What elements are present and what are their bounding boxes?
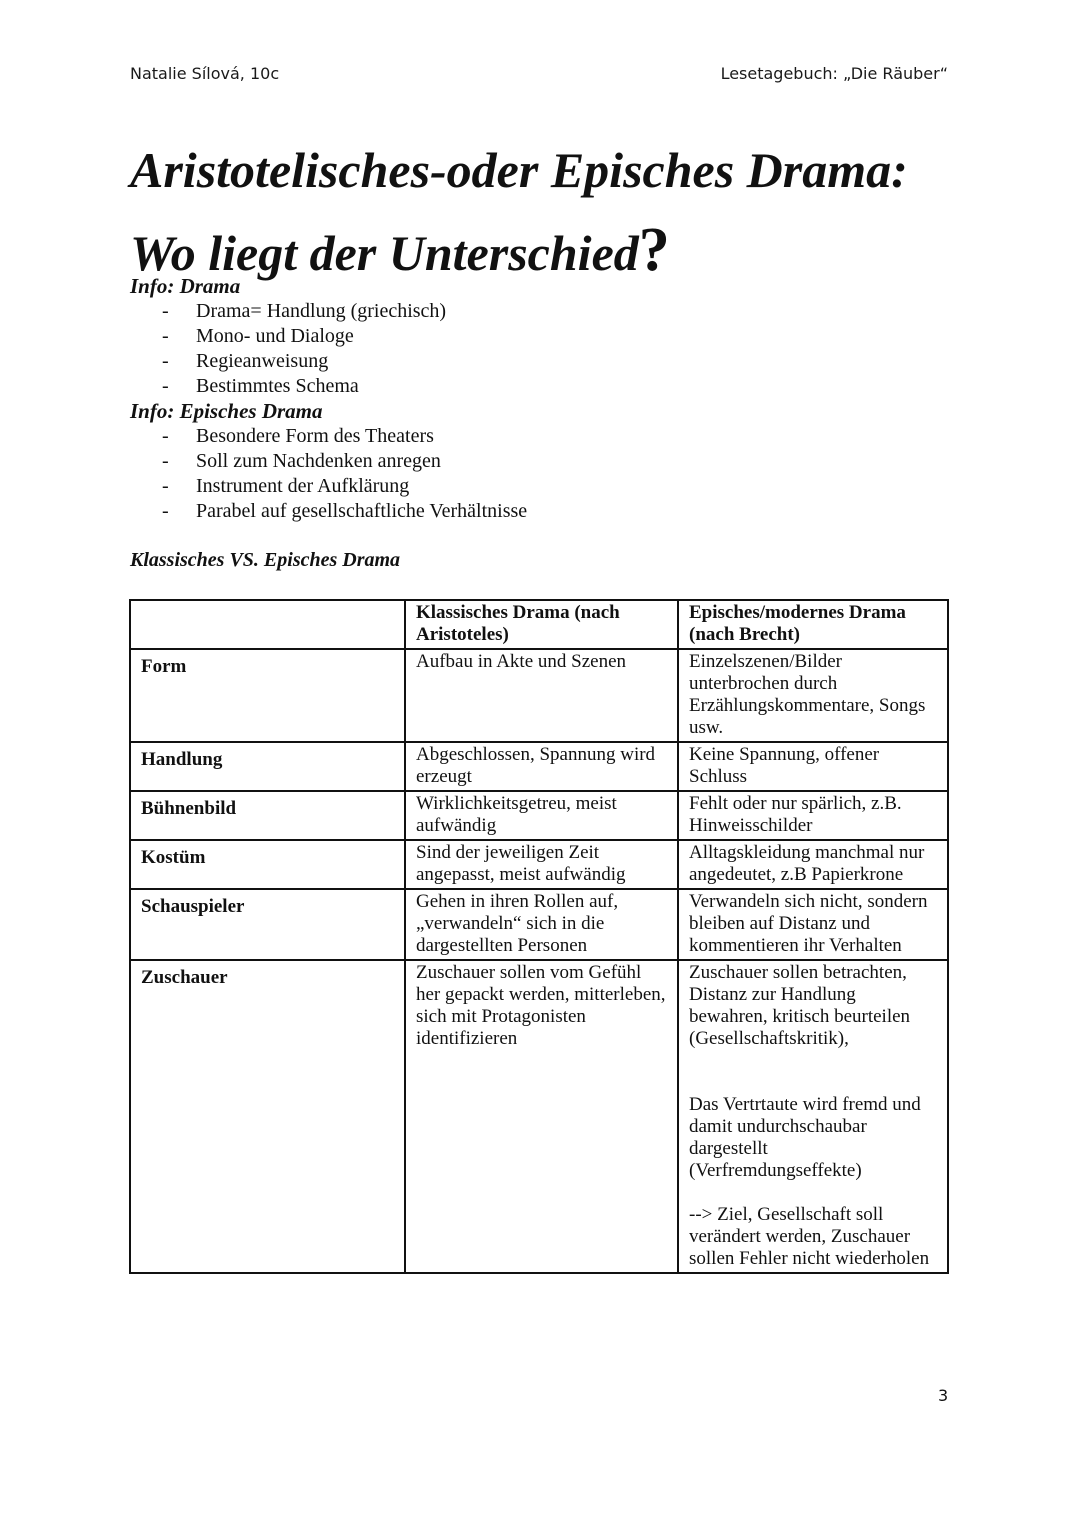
list-item: - Bestimmtes Schema: [162, 374, 950, 399]
classic-cell: Abgeschlossen, Spannung wird erzeugt: [405, 742, 678, 791]
list-item: - Mono- und Dialoge: [162, 324, 950, 349]
info-epic-heading: Info: Episches Drama: [130, 399, 323, 423]
row-label: Bühnenbild: [130, 791, 405, 840]
table-row: [130, 649, 948, 742]
classic-cell: Aufbau in Akte und Szenen: [405, 649, 678, 742]
epic-cell: Alltagskleidung manchmal nur angedeutet, z.B Papierkrone: [678, 840, 948, 889]
row-label: Kostüm: [130, 840, 405, 889]
info-epic-list: [130, 424, 950, 524]
row-label: Zuschauer: [130, 960, 405, 1273]
table-header-row: [130, 600, 948, 649]
epic-cell: Fehlt oder nur spärlich, z.B. Hinweisschilder: [678, 791, 948, 840]
list-item: - Regieanweisung: [162, 349, 950, 374]
page-title: [130, 130, 990, 293]
epic-cell: Verwandeln sich nicht, sondern bleiben auf Distanz und kommentieren ihr Verhalten: [678, 889, 948, 960]
title-line-1: Aristotelisches-oder Episches Drama:: [130, 142, 908, 198]
classic-cell: Sind der jeweiligen Zeit angepasst, meist aufwändig: [405, 840, 678, 889]
table-row: [130, 960, 948, 1273]
row-label: Schauspieler: [130, 889, 405, 960]
list-item: - Drama= Handlung (griechisch): [162, 299, 950, 324]
info-section: [130, 274, 950, 573]
column-header-classic: Klassisches Drama (nach Aristoteles): [405, 600, 678, 649]
table-row: [130, 791, 948, 840]
table-row: [130, 889, 948, 960]
epic-cell: Keine Spannung, offener Schluss: [678, 742, 948, 791]
epic-paragraph-2: Das Vertrtaute wird fremd und damit undurchschaubar dargestellt (Verfremdungseffekte): [689, 1094, 921, 1181]
list-item: - Besondere Form des Theaters: [162, 424, 950, 449]
row-label: Handlung: [130, 742, 405, 791]
table-row: [130, 742, 948, 791]
epic-paragraph-3: --> Ziel, Gesellschaft soll verändert werden, Zuschauer sollen Fehler nicht wiederholen: [689, 1204, 930, 1269]
epic-paragraph-1: Zuschauer sollen betrachten, Distanz zur Handlung bewahren, kritisch beurteilen (Gesellschaftskritik),: [689, 962, 911, 1049]
title-line-2: Wo liegt der Unterschied: [130, 225, 639, 281]
epic-cell: Einzelszenen/Bilder unterbrochen durch Erzählungskommentare, Songs usw.: [678, 649, 948, 742]
epic-cell: [678, 960, 948, 1273]
comparison-table: [129, 599, 949, 1274]
list-item: - Parabel auf gesellschaftliche Verhältnisse: [162, 499, 950, 524]
column-header-epic: Episches/modernes Drama (nach Brecht): [678, 600, 948, 649]
info-drama-heading: Info: Drama: [130, 274, 241, 298]
header-document-title: Lesetagebuch: „Die Räuber“: [720, 64, 948, 83]
classic-cell: Wirklichkeitsgetreu, meist aufwändig: [405, 791, 678, 840]
row-label: Form: [130, 649, 405, 742]
classic-cell: Zuschauer sollen vom Gefühl her gepackt werden, mitterleben, sich mit Protagonisten identifizieren: [405, 960, 678, 1273]
info-drama-list: [130, 299, 950, 399]
page-number: 3: [938, 1386, 949, 1405]
header-author: Natalie Sílová, 10c: [130, 64, 280, 83]
comparison-heading: Klassisches VS. Episches Drama: [130, 549, 401, 571]
list-item: - Soll zum Nachdenken anregen: [162, 449, 950, 474]
table-corner-cell: [130, 600, 405, 649]
classic-cell: Gehen in ihren Rollen auf, „verwandeln“ sich in die dargestellten Personen: [405, 889, 678, 960]
table-row: [130, 840, 948, 889]
list-item: - Instrument der Aufklärung: [162, 474, 950, 499]
title-question-mark: ?: [638, 216, 670, 284]
